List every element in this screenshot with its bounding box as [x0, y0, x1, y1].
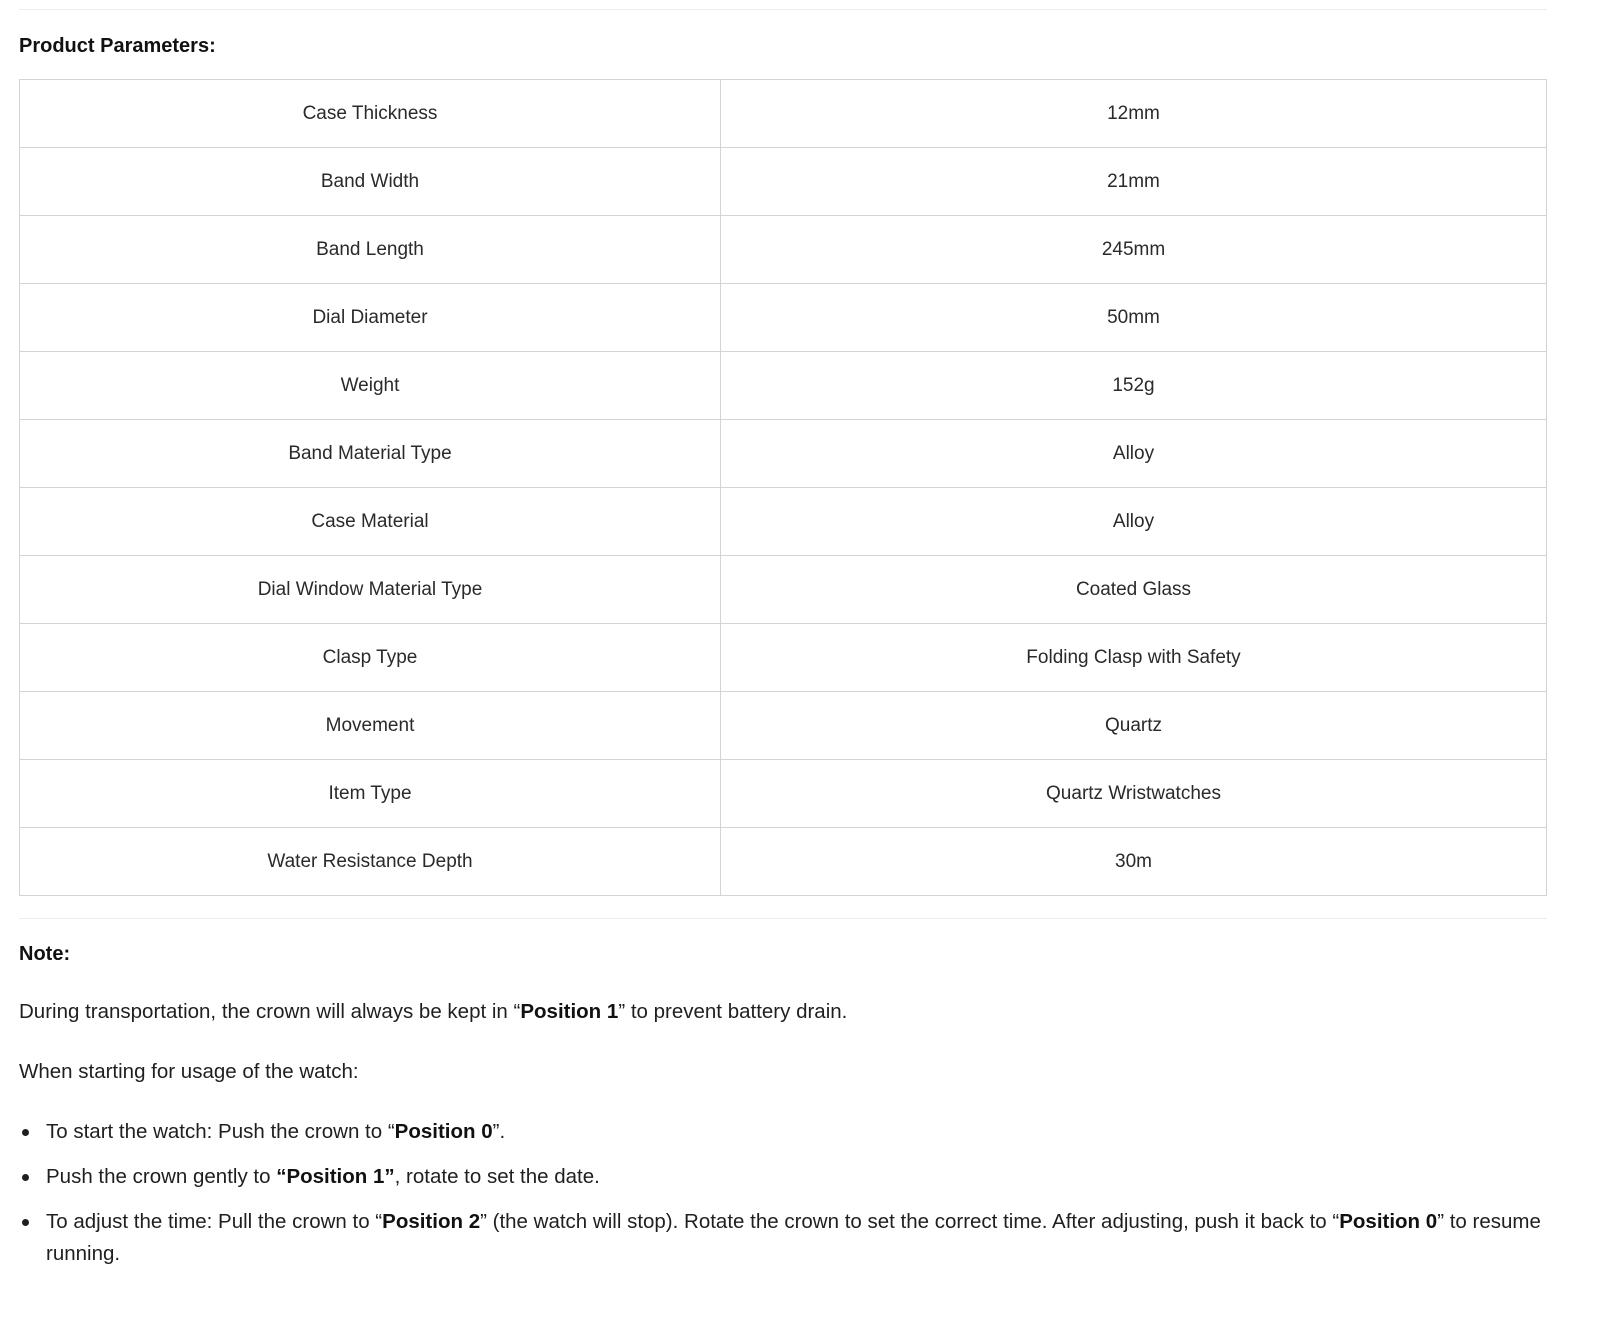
note-heading: Note:: [19, 943, 71, 965]
usage-intro: When starting for usage of the watch:: [19, 1060, 359, 1083]
table-row: [20, 488, 1547, 556]
param-key: Band Width: [20, 148, 721, 216]
step-position: Position 0: [1339, 1210, 1438, 1233]
step-text: To start the watch: Push the crown to “: [46, 1120, 395, 1143]
top-divider: [19, 9, 1547, 10]
param-key: Water Resistance Depth: [20, 828, 721, 896]
param-value: Alloy: [721, 488, 1547, 556]
param-key: Band Length: [20, 216, 721, 284]
param-value: 152g: [721, 352, 1547, 420]
list-item: [19, 1161, 1547, 1193]
step-text: To adjust the time: Pull the crown to “: [46, 1210, 383, 1233]
table-row: [20, 760, 1547, 828]
param-value: 21mm: [721, 148, 1547, 216]
param-value: 50mm: [721, 284, 1547, 352]
step-text: , rotate to set the date.: [394, 1165, 600, 1188]
product-parameters-table: [19, 79, 1547, 896]
table-row: [20, 80, 1547, 148]
param-value: 12mm: [721, 80, 1547, 148]
transport-note: [19, 998, 1547, 1026]
table-row: [20, 148, 1547, 216]
table-row: [20, 284, 1547, 352]
table-row: [20, 624, 1547, 692]
transport-text: During transportation, the crown will always be kept in “: [19, 1000, 521, 1023]
transport-position: Position 1: [520, 1000, 619, 1023]
list-item: [19, 1116, 1547, 1148]
table-row: [20, 352, 1547, 420]
list-item: [19, 1206, 1547, 1270]
step-text: ” (the watch will stop). Rotate the crown to set the correct time. After adjusting, push it back to “: [480, 1210, 1340, 1233]
param-key: Movement: [20, 692, 721, 760]
step-position: Position 2: [382, 1210, 481, 1233]
param-key: Clasp Type: [20, 624, 721, 692]
param-key: Weight: [20, 352, 721, 420]
param-value: 245mm: [721, 216, 1547, 284]
param-key: Dial Diameter: [20, 284, 721, 352]
product-description: [19, 0, 1547, 1283]
step-text: Push the crown gently to: [46, 1165, 277, 1188]
section-divider: [19, 918, 1547, 919]
table-row: [20, 420, 1547, 488]
step-position: Position 0: [394, 1120, 493, 1143]
param-value: Alloy: [721, 420, 1547, 488]
param-key: Item Type: [20, 760, 721, 828]
param-value: Quartz: [721, 692, 1547, 760]
bullet-icon: [22, 1129, 29, 1136]
param-key: Band Material Type: [20, 420, 721, 488]
transport-text-end: ” to prevent battery drain.: [618, 1000, 848, 1023]
param-key: Case Thickness: [20, 80, 721, 148]
bullet-icon: [22, 1219, 29, 1226]
step-text: ”.: [492, 1120, 506, 1143]
table-row: [20, 828, 1547, 896]
bullet-icon: [22, 1174, 29, 1181]
param-key: Dial Window Material Type: [20, 556, 721, 624]
param-key: Case Material: [20, 488, 721, 556]
product-parameters-heading: Product Parameters:: [19, 35, 216, 57]
step-text: ” to resume running.: [46, 1210, 1541, 1265]
param-value: Coated Glass: [721, 556, 1547, 624]
param-value: Quartz Wristwatches: [721, 760, 1547, 828]
param-value: Folding Clasp with Safety: [721, 624, 1547, 692]
table-row: [20, 556, 1547, 624]
table-row: [20, 216, 1547, 284]
step-position: “Position 1”: [276, 1165, 395, 1188]
param-value: 30m: [721, 828, 1547, 896]
usage-steps-list: [19, 1116, 1547, 1270]
table-row: [20, 692, 1547, 760]
